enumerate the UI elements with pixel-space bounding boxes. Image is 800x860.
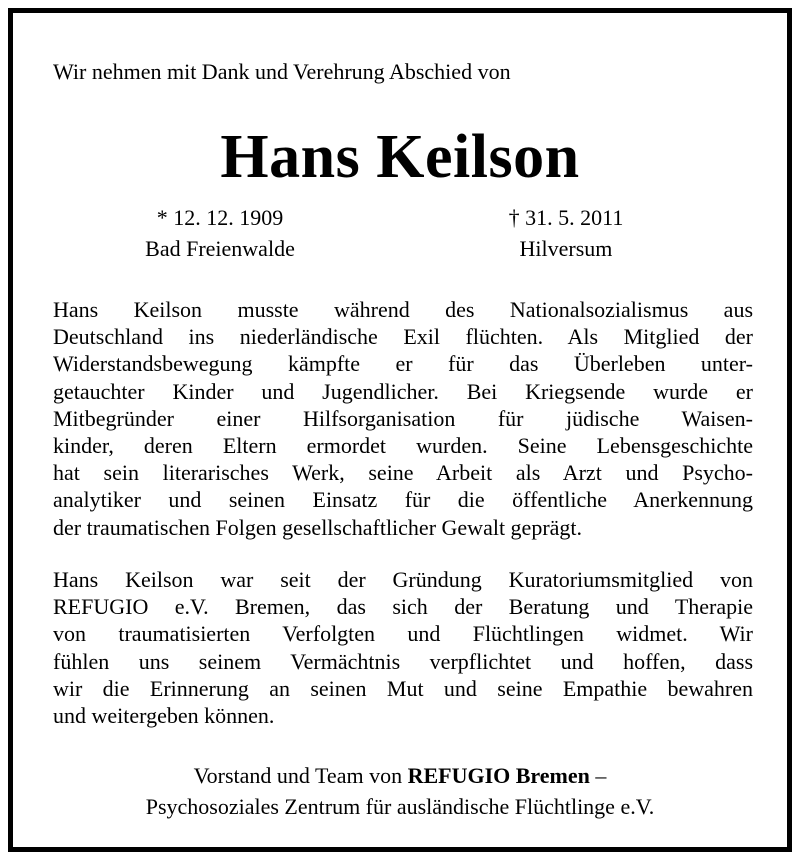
text-line: Widerstandsbewegung kämpfte er für das Überleben unter- <box>53 351 753 377</box>
text-line: wir die Erinnerung an seinen Mut und seine Empathie bewahren <box>53 675 753 701</box>
signature-line-2: Psychosoziales Zentrum für ausländische Flüchtlinge e.V. <box>145 794 655 819</box>
text-line: kinder, deren Eltern ermordet wurden. Seine Lebensgeschichte <box>53 432 753 458</box>
death-place: Hilversum <box>519 236 613 261</box>
text-line: hat sein literarisches Werk, seine Arbeit als Arzt und Psycho- <box>53 460 753 486</box>
death-date: † 31. 5. 2011 <box>508 205 624 230</box>
text-line: getauchter Kinder und Jugendlicher. Bei Kriegsende wurde er <box>53 378 753 404</box>
text-line: REFUGIO e.V. Bremen, das sich der Beratung und Therapie <box>53 594 753 620</box>
paragraph-refugio <box>53 566 753 729</box>
signature-dash: – <box>595 763 607 788</box>
intro-text: Wir nehmen mit Dank und Verehrung Abschied von <box>53 59 511 84</box>
birth-place: Bad Freienwalde <box>145 236 295 261</box>
text-line: Mitbegründer einer Hilfsorganisation für jüdische Waisen- <box>53 405 753 431</box>
birth-date: * 12. 12. 1909 <box>156 205 284 230</box>
text-line: fühlen uns seinem Vermächtnis verpflichtet und hoffen, dass <box>53 648 753 674</box>
deceased-name: Hans Keilson <box>220 123 580 191</box>
text-line: und weitergeben können. <box>53 702 275 728</box>
signature-prefix: Vorstand und Team von <box>193 763 403 788</box>
birth-info <box>90 202 350 264</box>
signature-organization: REFUGIO Bremen <box>407 763 590 788</box>
text-line: Hans Keilson war seit der Gründung Kuratoriumsmitglied von <box>53 567 753 592</box>
death-info <box>436 202 696 264</box>
text-line: der traumatischen Folgen gesellschaftlicher Gewalt geprägt. <box>53 514 583 540</box>
text-line: Hans Keilson musste während des Nationalsozialismus aus <box>53 297 753 322</box>
signature-block <box>0 760 800 822</box>
signature-line-1 <box>0 760 800 791</box>
paragraph-biography <box>53 296 753 541</box>
text-line: analytiker und seinen Einsatz für die öffentliche Anerkennung <box>53 487 753 513</box>
text-line: Deutschland ins niederländische Exil flüchten. Als Mitglied der <box>53 324 753 350</box>
text-line: von traumatisierten Verfolgten und Flüchtlingen widmet. Wir <box>53 621 753 647</box>
